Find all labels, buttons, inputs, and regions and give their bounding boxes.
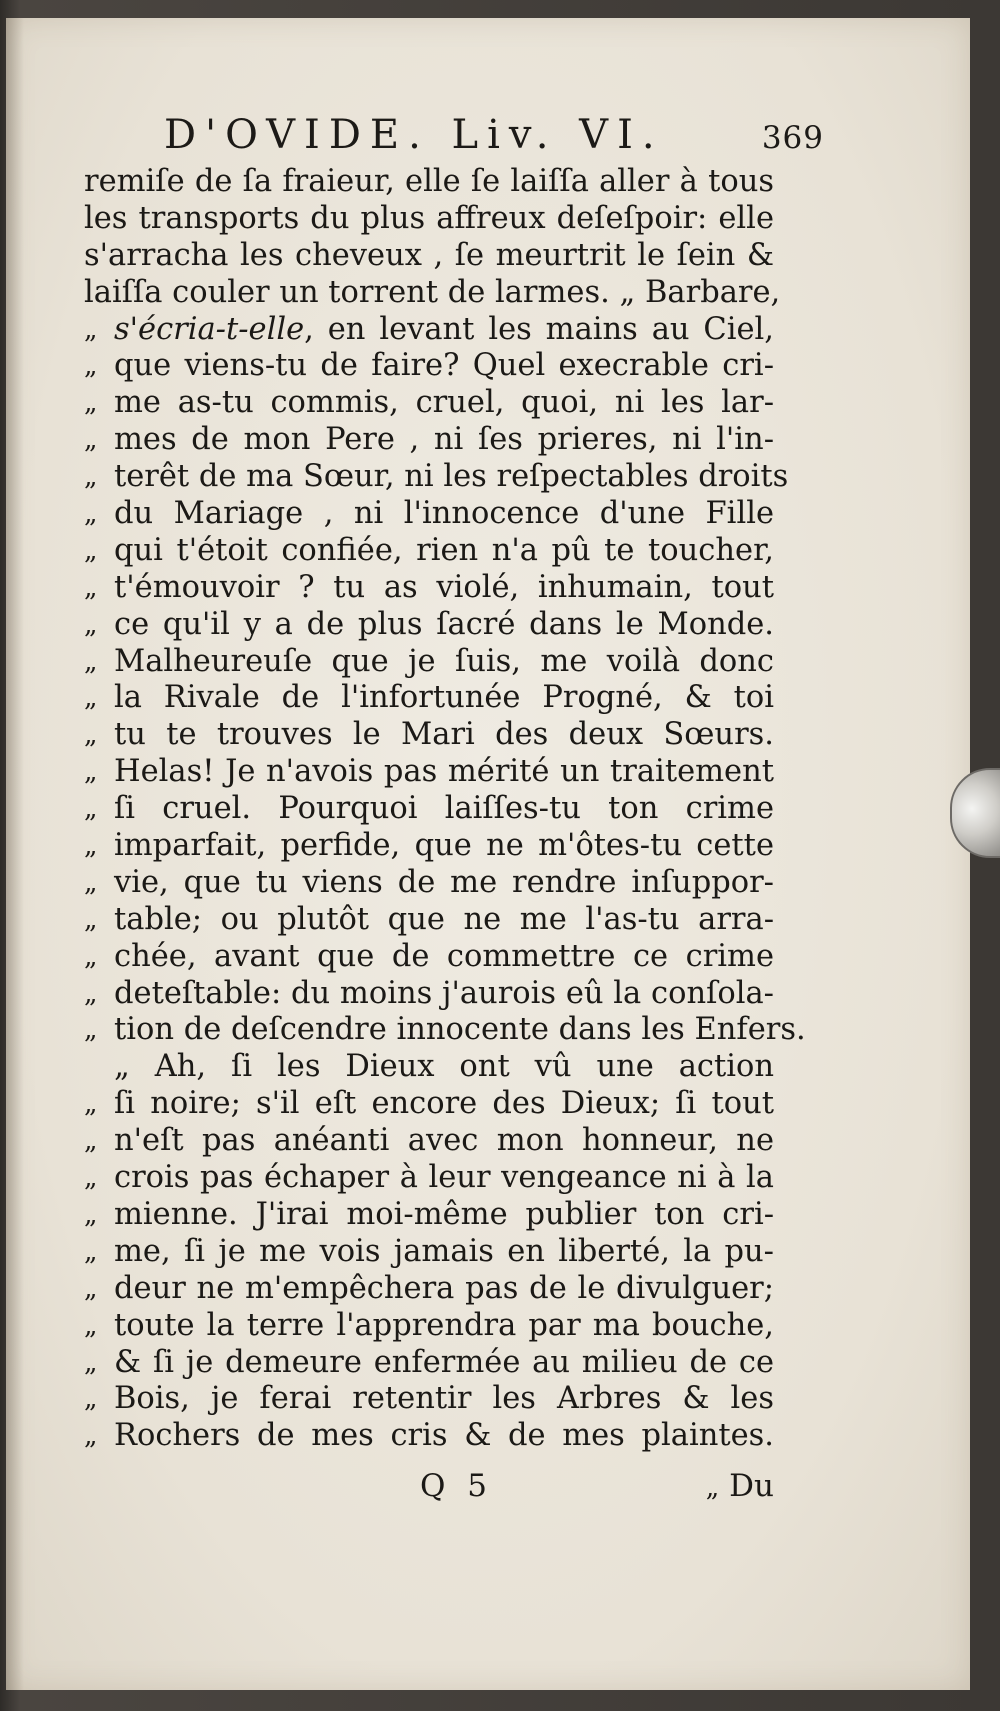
text-line: „ Helas! Je n'avois pas mérité un traitement [84, 754, 774, 790]
quote-mark: „ [705, 1473, 720, 1503]
quote-mark: „ [84, 535, 98, 566]
quote-mark: „ [84, 1384, 98, 1415]
quote-mark: „ [84, 609, 98, 640]
text-line: „ terêt de ma Sœur, ni les reſpectables droits [84, 459, 789, 495]
body-text [84, 164, 806, 1455]
quote-mark: „ [84, 1347, 98, 1378]
quote-mark: „ [84, 683, 98, 714]
quote-mark: „ [84, 941, 98, 972]
quote-mark: „ [84, 1273, 98, 1304]
page-footer [84, 1468, 774, 1508]
text-line: „ deur ne m'empêchera pas de le divulguer; [84, 1270, 774, 1306]
text-line: „ table; ou plutôt que ne me l'as-tu arra- [84, 901, 774, 937]
text-line: „ la Rivale de l'infortunée Progné, & toi [84, 680, 774, 716]
quote-mark: „ [84, 572, 98, 603]
text-line: „ mienne. J'irai moi-même publier ton cri- [84, 1196, 774, 1232]
italic-phrase: s'écria-t-elle [114, 311, 305, 347]
quote-mark: „ [84, 388, 98, 419]
text-line: „ toute la terre l'apprendra par ma bouche, [84, 1307, 774, 1343]
running-header [164, 112, 824, 162]
quote-mark: „ [84, 904, 98, 935]
signature-mark: Q 5 [420, 1468, 493, 1504]
text-line: „ ſi noire; s'il eſt encore des Dieux; ſi tout [84, 1086, 774, 1122]
text-line: „ tion de deſcendre innocente dans les Enfers. [84, 1012, 806, 1048]
text-line: „ Ah, ſi les Dieux ont vû une action [114, 1049, 774, 1085]
text-line: „ n'eſt pas anéanti avec mon honneur, ne [84, 1123, 774, 1159]
text-line: „ chée, avant que de commettre ce crime [84, 938, 774, 974]
quote-mark: „ [84, 1163, 98, 1194]
quote-mark: „ [84, 499, 98, 530]
running-title: D'OVIDE. Liv. VI. [164, 112, 664, 158]
quote-mark: „ [84, 425, 98, 456]
text-line: laiſſa couler un torrent de larmes. „ Barbare, [84, 274, 781, 310]
quote-mark: „ [84, 351, 98, 382]
text-line: „ me, ſi je me vois jamais en liberté, la pu- [84, 1233, 774, 1269]
text-line: „ ce qu'il y a de plus ſacré dans le Monde. [84, 606, 774, 642]
quote-mark: „ [84, 867, 98, 898]
text-line: s'arracha les cheveux , ſe meurtrit le ſein & [84, 237, 774, 273]
page-number: 369 [761, 120, 824, 156]
quote-mark: „ [84, 1310, 98, 1341]
quote-mark: „ [84, 1089, 98, 1120]
quote-mark: „ [84, 462, 98, 493]
text-line: „ crois pas échaper à leur vengeance ni à la [84, 1160, 774, 1196]
text-line: „ ſi cruel. Pourquoi laiſſes-tu ton crime [84, 791, 774, 827]
catchword [706, 1468, 774, 1504]
quote-mark: „ [84, 1421, 98, 1452]
text-line: „ t'émouvoir ? tu as violé, inhumain, tout [84, 569, 774, 605]
quote-mark: „ [84, 1015, 98, 1046]
quote-mark: „ [84, 794, 98, 825]
quote-mark: „ [84, 314, 98, 345]
quote-mark: „ [84, 646, 98, 677]
text-line: „ Malheureuſe que je ſuis, me voilà donc [84, 643, 774, 679]
quote-mark: „ [84, 831, 98, 862]
text-line: les transports du plus affreux deſeſpoir: elle [84, 200, 774, 236]
text-line: „ vie, que tu viens de me rendre inſuppor- [84, 864, 774, 900]
quote-mark: „ [84, 978, 98, 1009]
quote-mark: „ [84, 1236, 98, 1267]
text-line: „ Bois, je ferai retentir les Arbres & les [84, 1381, 774, 1417]
text-line: „ mes de mon Pere , ni ſes prieres, ni l'in- [84, 422, 774, 458]
quote-mark: „ [84, 1199, 98, 1230]
quote-mark: „ [84, 720, 98, 751]
text-line: „ imparfait, perfide, que ne m'ôtes-tu cette [84, 828, 774, 864]
gutter-shadow [6, 18, 24, 1690]
text-line: „ du Mariage , ni l'innocence d'une Fille [84, 496, 774, 532]
text-line: „ s'écria-t-elle, en levant les mains au Ciel, [84, 311, 774, 347]
quote-mark: „ [84, 757, 98, 788]
quote-mark: „ [84, 1126, 98, 1157]
text-line: remiſe de ſa fraieur, elle ſe laiſſa aller à tous [84, 164, 774, 199]
text-line: „ qui t'étoit confiée, rien n'a pû te toucher, [84, 532, 774, 568]
text-line: „ Rochers de mes cris & de mes plaintes. [84, 1418, 774, 1454]
text-line: „ que viens-tu de faire? Quel execrable cri- [84, 348, 774, 384]
text-line: „ & ſi je demeure enfermée au milieu de ce [84, 1344, 774, 1380]
catchword-text: Du [729, 1468, 774, 1504]
text-line: „ deteſtable: du moins j'aurois eû la conſola- [84, 975, 774, 1011]
text-line: „ tu te trouves le Mari des deux Sœurs. [84, 717, 774, 753]
text-line: „ me as-tu commis, cruel, quoi, ni les lar- [84, 385, 774, 421]
